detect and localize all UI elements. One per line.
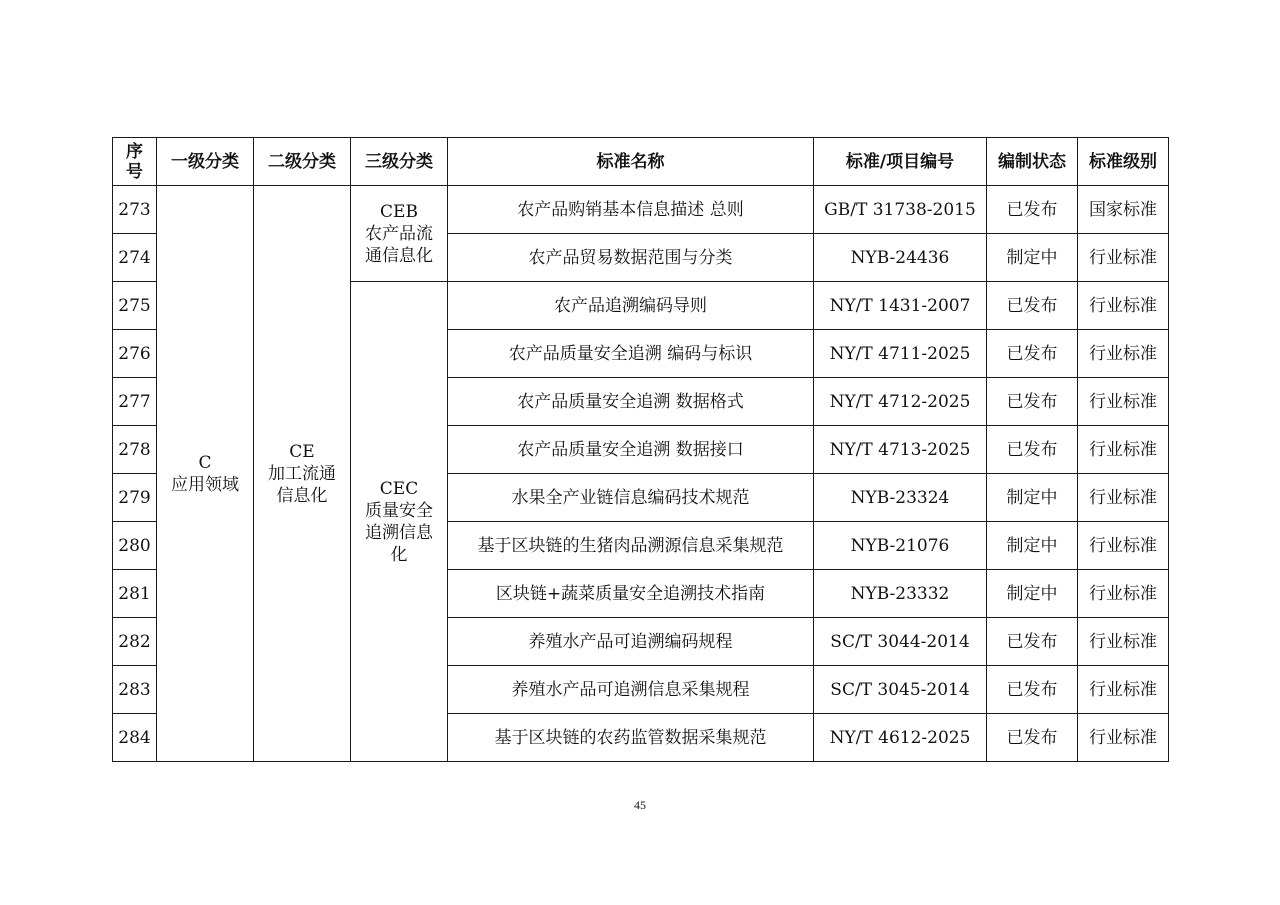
name-cell: 水果全产业链信息编码技术规范 bbox=[448, 474, 814, 522]
level3-code: CEB bbox=[380, 201, 418, 222]
status-cell: 已发布 bbox=[987, 666, 1078, 714]
seq-cell: 275 bbox=[113, 282, 157, 330]
name-cell: 基于区块链的农药监管数据采集规范 bbox=[448, 714, 814, 762]
status-cell: 制定中 bbox=[987, 522, 1078, 570]
header-seq-text: 序号 bbox=[126, 141, 143, 182]
status-cell: 已发布 bbox=[987, 618, 1078, 666]
grade-cell: 行业标准 bbox=[1078, 234, 1169, 282]
grade-cell: 行业标准 bbox=[1078, 618, 1169, 666]
level3-name: 农产品流通信息化 bbox=[365, 223, 433, 266]
header-level2: 二级分类 bbox=[254, 138, 351, 186]
level3-code: CEC bbox=[379, 478, 419, 499]
name-cell: 养殖水产品可追溯编码规程 bbox=[448, 618, 814, 666]
header-name: 标准名称 bbox=[448, 138, 814, 186]
header-code: 标准/项目编号 bbox=[814, 138, 987, 186]
header-level3: 三级分类 bbox=[351, 138, 448, 186]
grade-cell: 国家标准 bbox=[1078, 186, 1169, 234]
header-grade: 标准级别 bbox=[1078, 138, 1169, 186]
code-cell: NYB-21076 bbox=[814, 522, 987, 570]
status-cell: 制定中 bbox=[987, 234, 1078, 282]
status-cell: 已发布 bbox=[987, 714, 1078, 762]
seq-cell: 284 bbox=[113, 714, 157, 762]
seq-cell: 279 bbox=[113, 474, 157, 522]
seq-cell: 282 bbox=[113, 618, 157, 666]
seq-cell: 274 bbox=[113, 234, 157, 282]
seq-cell: 283 bbox=[113, 666, 157, 714]
name-cell: 农产品追溯编码导则 bbox=[448, 282, 814, 330]
code-cell: NYB-23324 bbox=[814, 474, 987, 522]
level3-name: 质量安全追溯信息化 bbox=[365, 500, 433, 565]
name-cell: 区块链+蔬菜质量安全追溯技术指南 bbox=[448, 570, 814, 618]
level1-cell bbox=[157, 186, 254, 762]
grade-cell: 行业标准 bbox=[1078, 282, 1169, 330]
code-cell: GB/T 31738-2015 bbox=[814, 186, 987, 234]
grade-cell: 行业标准 bbox=[1078, 474, 1169, 522]
code-cell: NYB-23332 bbox=[814, 570, 987, 618]
header-seq bbox=[113, 138, 157, 186]
grade-cell: 行业标准 bbox=[1078, 666, 1169, 714]
name-cell: 农产品质量安全追溯 数据格式 bbox=[448, 378, 814, 426]
seq-cell: 278 bbox=[113, 426, 157, 474]
name-cell: 基于区块链的生猪肉品溯源信息采集规范 bbox=[448, 522, 814, 570]
code-cell: SC/T 3045-2014 bbox=[814, 666, 987, 714]
status-cell: 已发布 bbox=[987, 282, 1078, 330]
code-cell: NY/T 1431-2007 bbox=[814, 282, 987, 330]
status-cell: 制定中 bbox=[987, 570, 1078, 618]
name-cell: 农产品购销基本信息描述 总则 bbox=[448, 186, 814, 234]
name-cell: 养殖水产品可追溯信息采集规程 bbox=[448, 666, 814, 714]
code-cell: NYB-24436 bbox=[814, 234, 987, 282]
status-cell: 已发布 bbox=[987, 330, 1078, 378]
level3-cell-cec bbox=[351, 282, 448, 762]
seq-cell: 280 bbox=[113, 522, 157, 570]
code-cell: NY/T 4711-2025 bbox=[814, 330, 987, 378]
seq-cell: 277 bbox=[113, 378, 157, 426]
page-number: 45 bbox=[634, 798, 646, 812]
seq-cell: 273 bbox=[113, 186, 157, 234]
level3-cell-ceb bbox=[351, 186, 448, 282]
header-level1: 一级分类 bbox=[157, 138, 254, 186]
code-cell: NY/T 4612-2025 bbox=[814, 714, 987, 762]
seq-cell: 281 bbox=[113, 570, 157, 618]
table-row bbox=[113, 186, 1169, 234]
level2-cell bbox=[254, 186, 351, 762]
header-row bbox=[113, 138, 1169, 186]
name-cell: 农产品贸易数据范围与分类 bbox=[448, 234, 814, 282]
level2-code: CE bbox=[289, 441, 315, 462]
level2-name: 加工流通信息化 bbox=[268, 463, 336, 506]
header-status: 编制状态 bbox=[987, 138, 1078, 186]
grade-cell: 行业标准 bbox=[1078, 714, 1169, 762]
grade-cell: 行业标准 bbox=[1078, 378, 1169, 426]
grade-cell: 行业标准 bbox=[1078, 426, 1169, 474]
status-cell: 已发布 bbox=[987, 378, 1078, 426]
status-cell: 已发布 bbox=[987, 426, 1078, 474]
standards-table bbox=[112, 137, 1169, 762]
status-cell: 已发布 bbox=[987, 186, 1078, 234]
grade-cell: 行业标准 bbox=[1078, 570, 1169, 618]
name-cell: 农产品质量安全追溯 数据接口 bbox=[448, 426, 814, 474]
level1-code: C bbox=[198, 452, 212, 473]
name-cell: 农产品质量安全追溯 编码与标识 bbox=[448, 330, 814, 378]
code-cell: NY/T 4712-2025 bbox=[814, 378, 987, 426]
level1-name: 应用领域 bbox=[171, 474, 239, 495]
status-cell: 制定中 bbox=[987, 474, 1078, 522]
grade-cell: 行业标准 bbox=[1078, 330, 1169, 378]
code-cell: NY/T 4713-2025 bbox=[814, 426, 987, 474]
seq-cell: 276 bbox=[113, 330, 157, 378]
grade-cell: 行业标准 bbox=[1078, 522, 1169, 570]
code-cell: SC/T 3044-2014 bbox=[814, 618, 987, 666]
